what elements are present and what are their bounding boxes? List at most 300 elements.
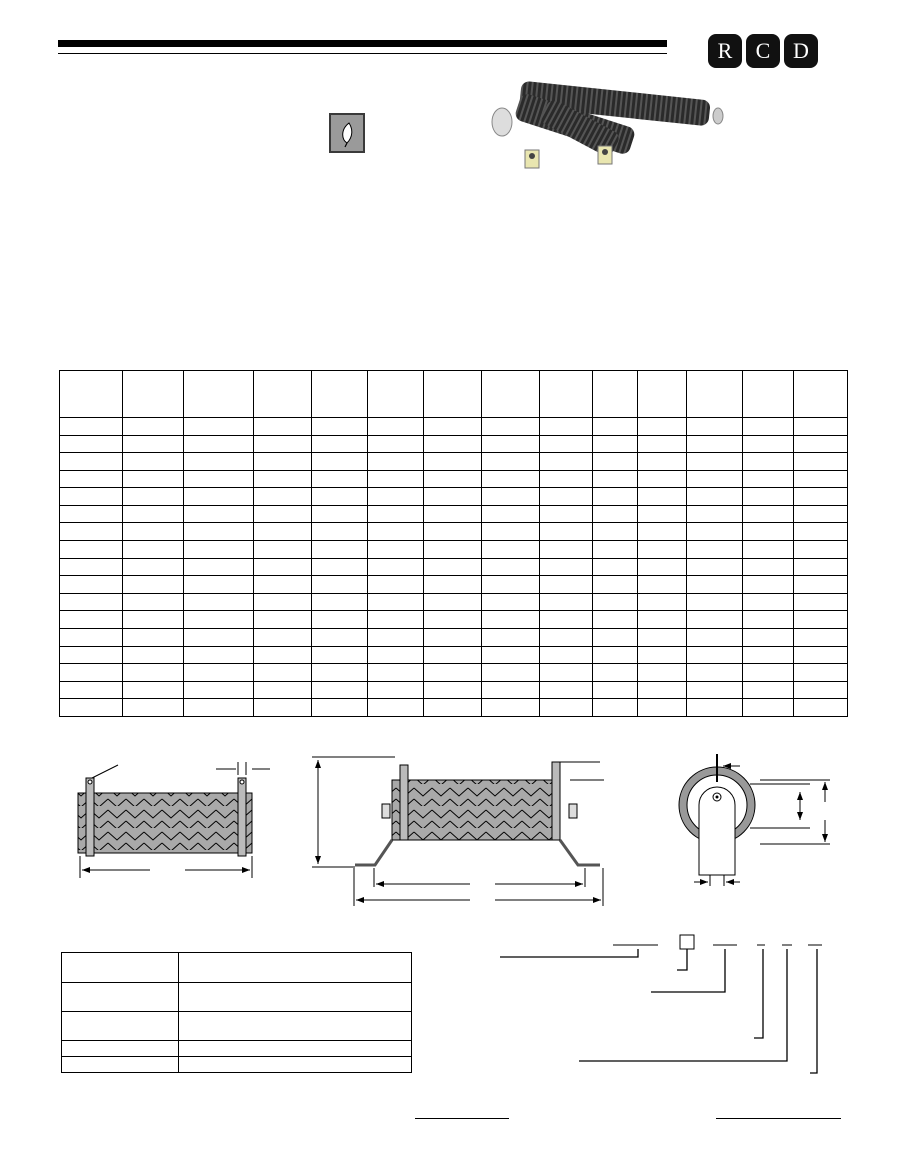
table-cell — [184, 628, 254, 646]
table-cell — [482, 435, 540, 453]
table-cell — [312, 541, 368, 559]
table-cell — [743, 523, 794, 541]
table-cell — [794, 699, 848, 717]
table-cell — [60, 470, 123, 488]
table-cell — [794, 611, 848, 629]
table-cell — [60, 558, 123, 576]
table-cell — [60, 681, 123, 699]
table-cell — [687, 611, 743, 629]
table-cell — [254, 523, 312, 541]
table-row — [60, 628, 848, 646]
table-cell — [254, 576, 312, 594]
rcd-logo — [708, 34, 823, 70]
table-cell — [424, 646, 482, 664]
table-cell — [638, 541, 687, 559]
table-cell — [482, 699, 540, 717]
table-cell — [424, 558, 482, 576]
table-cell — [424, 593, 482, 611]
table-cell — [254, 470, 312, 488]
table-cell — [794, 523, 848, 541]
table-cell — [123, 593, 184, 611]
table-cell — [184, 470, 254, 488]
table-cell — [312, 488, 368, 506]
table-cell — [687, 593, 743, 611]
table-cell — [743, 453, 794, 471]
table-cell — [687, 505, 743, 523]
table-cell — [593, 453, 638, 471]
table-row — [60, 576, 848, 594]
footer-rule — [415, 1118, 509, 1119]
options-cell — [179, 1041, 412, 1057]
table-cell — [123, 505, 184, 523]
table-cell — [794, 418, 848, 436]
footer-rule — [716, 1118, 841, 1119]
table-cell — [638, 681, 687, 699]
table-row — [60, 541, 848, 559]
table-cell — [638, 558, 687, 576]
table-cell — [424, 681, 482, 699]
table-cell — [312, 435, 368, 453]
table-cell — [743, 418, 794, 436]
table-cell — [687, 418, 743, 436]
table-cell — [184, 611, 254, 629]
table-cell — [638, 505, 687, 523]
table-row — [60, 558, 848, 576]
header-cell — [312, 371, 368, 418]
table-cell — [60, 418, 123, 436]
table-cell — [60, 435, 123, 453]
logo-letter-c: C — [746, 34, 780, 68]
table-cell — [593, 611, 638, 629]
table-cell — [482, 541, 540, 559]
table-cell — [424, 699, 482, 717]
table-cell — [424, 488, 482, 506]
table-cell — [312, 593, 368, 611]
logo-letter-r: R — [708, 34, 742, 68]
table-cell — [482, 488, 540, 506]
options-row — [62, 1012, 412, 1041]
table-cell — [184, 558, 254, 576]
table-row — [60, 523, 848, 541]
options-cell — [62, 983, 179, 1012]
table-row — [60, 646, 848, 664]
table-cell — [123, 435, 184, 453]
table-cell — [638, 576, 687, 594]
table-cell — [482, 453, 540, 471]
table-row — [60, 435, 848, 453]
table-row — [60, 453, 848, 471]
table-cell — [794, 470, 848, 488]
table-cell — [638, 470, 687, 488]
header-cell — [184, 371, 254, 418]
table-cell — [123, 470, 184, 488]
table-cell — [60, 646, 123, 664]
options-cell — [179, 983, 412, 1012]
table-cell — [593, 664, 638, 682]
options-cell — [62, 1041, 179, 1057]
table-cell — [540, 505, 593, 523]
table-cell — [312, 558, 368, 576]
table-row — [60, 470, 848, 488]
table-row — [60, 664, 848, 682]
table-cell — [794, 435, 848, 453]
table-cell — [424, 505, 482, 523]
table-cell — [482, 646, 540, 664]
table-cell — [123, 646, 184, 664]
table-cell — [743, 593, 794, 611]
header-cell — [794, 371, 848, 418]
table-cell — [254, 558, 312, 576]
end-view-diagram — [679, 754, 830, 886]
table-cell — [743, 435, 794, 453]
table-cell — [540, 558, 593, 576]
table-cell — [368, 646, 424, 664]
table-cell — [368, 681, 424, 699]
table-cell — [540, 593, 593, 611]
table-cell — [593, 576, 638, 594]
table-cell — [60, 505, 123, 523]
table-cell — [254, 699, 312, 717]
table-cell — [184, 646, 254, 664]
table-cell — [254, 628, 312, 646]
table-cell — [184, 593, 254, 611]
table-cell — [540, 435, 593, 453]
table-cell — [424, 470, 482, 488]
table-cell — [540, 628, 593, 646]
table-cell — [123, 418, 184, 436]
table-cell — [254, 453, 312, 471]
table-cell — [482, 664, 540, 682]
table-cell — [482, 558, 540, 576]
header-cell — [540, 371, 593, 418]
table-cell — [540, 541, 593, 559]
table-cell — [368, 435, 424, 453]
table-cell — [638, 628, 687, 646]
table-cell — [184, 453, 254, 471]
table-cell — [123, 664, 184, 682]
table-row — [60, 505, 848, 523]
table-cell — [123, 558, 184, 576]
table-cell — [687, 470, 743, 488]
table-cell — [123, 541, 184, 559]
table-row — [60, 418, 848, 436]
table-cell — [482, 611, 540, 629]
table-cell — [687, 681, 743, 699]
table-cell — [184, 435, 254, 453]
table-cell — [593, 593, 638, 611]
table-cell — [593, 646, 638, 664]
table-cell — [184, 699, 254, 717]
table-cell — [123, 681, 184, 699]
table-cell — [123, 488, 184, 506]
side-view-diagram — [78, 762, 270, 878]
table-cell — [254, 611, 312, 629]
table-cell — [794, 453, 848, 471]
table-cell — [184, 488, 254, 506]
table-cell — [687, 699, 743, 717]
table-cell — [424, 628, 482, 646]
header-cell — [638, 371, 687, 418]
table-cell — [368, 418, 424, 436]
header-cell — [368, 371, 424, 418]
table-cell — [687, 576, 743, 594]
table-cell — [687, 453, 743, 471]
table-cell — [254, 541, 312, 559]
table-cell — [687, 541, 743, 559]
table-cell — [743, 681, 794, 699]
table-cell — [312, 664, 368, 682]
table-cell — [482, 523, 540, 541]
table-cell — [60, 699, 123, 717]
table-cell — [540, 453, 593, 471]
table-cell — [687, 523, 743, 541]
table-cell — [123, 611, 184, 629]
table-row — [60, 488, 848, 506]
resistor-photo-icon — [480, 80, 730, 190]
table-cell — [60, 611, 123, 629]
table-cell — [743, 646, 794, 664]
table-cell — [254, 418, 312, 436]
table-cell — [794, 558, 848, 576]
table-cell — [638, 593, 687, 611]
table-cell — [368, 558, 424, 576]
table-cell — [60, 593, 123, 611]
header-cell — [424, 371, 482, 418]
table-cell — [794, 541, 848, 559]
table-cell — [424, 664, 482, 682]
table-cell — [184, 681, 254, 699]
table-cell — [638, 435, 687, 453]
table-cell — [794, 576, 848, 594]
table-cell — [312, 646, 368, 664]
table-cell — [60, 576, 123, 594]
header-bar — [58, 40, 667, 47]
table-cell — [794, 488, 848, 506]
table-cell — [540, 418, 593, 436]
table-cell — [312, 611, 368, 629]
table-cell — [254, 681, 312, 699]
table-cell — [312, 699, 368, 717]
table-cell — [687, 646, 743, 664]
logo-letter-d: D — [784, 34, 818, 68]
table-cell — [638, 646, 687, 664]
table-cell — [368, 541, 424, 559]
table-cell — [540, 523, 593, 541]
table-cell — [540, 576, 593, 594]
options-row — [62, 1057, 412, 1073]
table-cell — [123, 523, 184, 541]
table-cell — [482, 505, 540, 523]
table-row — [60, 593, 848, 611]
table-cell — [593, 435, 638, 453]
table-cell — [312, 505, 368, 523]
table-cell — [312, 470, 368, 488]
table-cell — [482, 470, 540, 488]
table-cell — [794, 664, 848, 682]
table-cell — [312, 681, 368, 699]
options-cell — [62, 1012, 179, 1041]
table-cell — [593, 418, 638, 436]
table-cell — [540, 681, 593, 699]
table-cell — [254, 435, 312, 453]
table-cell — [593, 470, 638, 488]
front-view-diagram — [312, 757, 604, 906]
spec-table — [59, 370, 848, 717]
table-cell — [540, 664, 593, 682]
header-cell — [593, 371, 638, 418]
table-cell — [424, 541, 482, 559]
table-cell — [687, 435, 743, 453]
table-cell — [424, 453, 482, 471]
table-cell — [123, 576, 184, 594]
table-cell — [368, 576, 424, 594]
options-row — [62, 983, 412, 1012]
table-cell — [743, 576, 794, 594]
table-cell — [254, 664, 312, 682]
table-cell — [368, 611, 424, 629]
options-row — [62, 1041, 412, 1057]
table-cell — [540, 488, 593, 506]
table-cell — [312, 576, 368, 594]
options-cell — [62, 1057, 179, 1073]
table-cell — [743, 541, 794, 559]
table-cell — [638, 418, 687, 436]
options-cell — [179, 953, 412, 983]
table-cell — [540, 470, 593, 488]
table-cell — [687, 488, 743, 506]
table-cell — [687, 664, 743, 682]
table-cell — [254, 488, 312, 506]
options-row — [62, 953, 412, 983]
table-cell — [540, 646, 593, 664]
table-cell — [312, 628, 368, 646]
options-cell — [179, 1012, 412, 1041]
table-cell — [593, 558, 638, 576]
table-cell — [254, 505, 312, 523]
table-cell — [368, 488, 424, 506]
table-cell — [794, 681, 848, 699]
table-row — [60, 681, 848, 699]
table-cell — [368, 470, 424, 488]
table-cell — [424, 576, 482, 594]
table-cell — [593, 505, 638, 523]
table-cell — [593, 699, 638, 717]
header-cell — [60, 371, 123, 418]
table-cell — [424, 611, 482, 629]
table-cell — [60, 664, 123, 682]
table-cell — [743, 470, 794, 488]
header-cell — [482, 371, 540, 418]
table-cell — [184, 505, 254, 523]
table-cell — [593, 541, 638, 559]
table-cell — [184, 576, 254, 594]
options-table — [61, 952, 412, 1073]
table-cell — [593, 523, 638, 541]
table-cell — [794, 505, 848, 523]
table-row — [60, 699, 848, 717]
table-cell — [482, 681, 540, 699]
table-cell — [312, 418, 368, 436]
header-rule — [58, 53, 667, 54]
table-cell — [638, 453, 687, 471]
table-cell — [368, 664, 424, 682]
table-cell — [184, 523, 254, 541]
table-cell — [368, 453, 424, 471]
table-cell — [743, 699, 794, 717]
table-cell — [424, 418, 482, 436]
table-cell — [60, 628, 123, 646]
table-cell — [254, 646, 312, 664]
table-cell — [593, 488, 638, 506]
table-cell — [123, 699, 184, 717]
table-cell — [794, 593, 848, 611]
table-cell — [540, 611, 593, 629]
table-cell — [482, 576, 540, 594]
header-cell — [123, 371, 184, 418]
leaf-icon — [329, 113, 365, 153]
table-cell — [638, 611, 687, 629]
table-cell — [368, 523, 424, 541]
spec-table-header — [60, 371, 848, 418]
table-cell — [743, 505, 794, 523]
table-cell — [184, 418, 254, 436]
table-cell — [593, 681, 638, 699]
table-cell — [743, 558, 794, 576]
options-cell — [62, 953, 179, 983]
table-cell — [60, 541, 123, 559]
table-cell — [540, 699, 593, 717]
table-cell — [368, 593, 424, 611]
table-cell — [743, 488, 794, 506]
table-cell — [638, 523, 687, 541]
table-cell — [60, 453, 123, 471]
options-cell — [179, 1057, 412, 1073]
table-cell — [638, 488, 687, 506]
table-cell — [794, 646, 848, 664]
table-cell — [743, 628, 794, 646]
table-cell — [687, 558, 743, 576]
dimension-diagrams — [0, 740, 905, 920]
table-cell — [424, 435, 482, 453]
table-cell — [60, 523, 123, 541]
table-cell — [184, 664, 254, 682]
table-cell — [368, 628, 424, 646]
table-cell — [593, 628, 638, 646]
table-cell — [123, 453, 184, 471]
table-row — [60, 611, 848, 629]
table-cell — [312, 453, 368, 471]
header-cell — [743, 371, 794, 418]
table-cell — [424, 523, 482, 541]
header-cell — [254, 371, 312, 418]
table-cell — [482, 628, 540, 646]
table-cell — [743, 611, 794, 629]
table-cell — [638, 699, 687, 717]
table-cell — [687, 628, 743, 646]
header-cell — [687, 371, 743, 418]
table-cell — [368, 699, 424, 717]
table-cell — [184, 541, 254, 559]
table-cell — [312, 523, 368, 541]
table-cell — [254, 593, 312, 611]
table-cell — [60, 488, 123, 506]
table-cell — [743, 664, 794, 682]
table-cell — [638, 664, 687, 682]
table-cell — [123, 628, 184, 646]
table-cell — [794, 628, 848, 646]
table-cell — [482, 593, 540, 611]
table-cell — [482, 418, 540, 436]
